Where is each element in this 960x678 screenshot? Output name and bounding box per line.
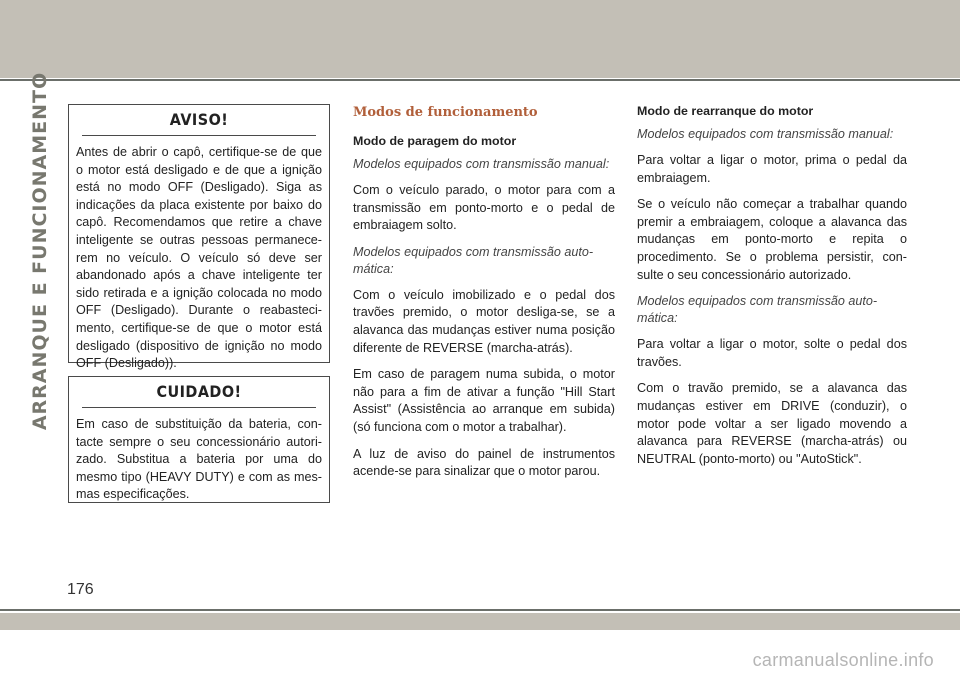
footer-rule bbox=[0, 609, 960, 611]
caution-title: CUIDADO! bbox=[82, 377, 316, 408]
hill-start-text: Em caso de paragem numa subida, o motor não para a fim de ativar a função "Hill Start Assist" (Assistência ao arranque em subida) (só funciona com o motor a trabalhar). bbox=[353, 367, 615, 434]
auto-label: Modelos equipados com transmissão auto-mática: bbox=[637, 294, 878, 326]
manual-label: Modelos equipados com transmissão manual: bbox=[353, 157, 610, 171]
stop-mode-subtitle: Modo de paragem do motor bbox=[353, 134, 517, 148]
manual-text-1: Para voltar a ligar o motor, prima o pedal da embraiagem. bbox=[637, 153, 907, 185]
warning-light-text: A luz de aviso do painel de instrumentos acende-se para sinalizar que o motor parou. bbox=[353, 446, 615, 479]
restart-mode-subtitle: Modo de rearranque do motor bbox=[637, 104, 814, 118]
auto-text-2: Com o travão premido, se a alavanca das mudanças estiver em DRIVE (conduzir), o motor pode voltar a ser ligado movendo a alavanca para REVERSE (marcha-atrás) ou NEUTRAL (ponto-morto) ou "AutoStick". bbox=[637, 381, 907, 466]
section-title: Modos de funcionamento bbox=[353, 105, 538, 120]
header-band bbox=[0, 0, 960, 78]
section-side-tab bbox=[22, 71, 58, 431]
left-column bbox=[68, 104, 330, 503]
manual-text: Com o veículo parado, o motor para com a transmissão em ponto-morto e o pedal de embraiagem solto. bbox=[353, 183, 615, 233]
right-column bbox=[637, 104, 907, 477]
warning-box bbox=[68, 104, 330, 371]
watermark-text: carmanualsonline.info bbox=[752, 650, 934, 670]
page-number: 176 bbox=[67, 581, 94, 598]
warning-text: Antes de abrir o capô, certifique-se de que o motor está desligado e de que a ignição está no modo OFF (Desligado). Siga as indicações da placa existente por baixo do capô. Recomendamos que retire a chave inteligente se outras pessoas permanece-rem no veículo. O veículo só deve ser abandonado após a chave inteligente ter sido retirada e a ignição colocada no modo OFF (Desligado). Durante o reabasteci-mento, certifique-se de que o motor está desligado (dispositivo de ignição no modo OFF (Desligado)). bbox=[76, 145, 322, 371]
manual-text-2: Se o veículo não começar a trabalhar quando premir a embraiagem, coloque a alavanca das mudanças em ponto-morto e repita o procedimento. Se o problema persistir, con-sulte o seu concessionário autorizado. bbox=[637, 197, 907, 282]
caution-box bbox=[68, 376, 330, 503]
warning-title: AVISO! bbox=[82, 105, 316, 136]
header-rule bbox=[0, 79, 960, 81]
side-tab-label: ARRANQUE E FUNCIONAMENTO bbox=[29, 71, 51, 431]
footer-band bbox=[0, 613, 960, 630]
auto-text-1: Para voltar a ligar o motor, solte o pedal dos travões. bbox=[637, 337, 907, 369]
manual-label: Modelos equipados com transmissão manual: bbox=[637, 127, 894, 141]
caution-text: Em caso de substituição da bateria, con-tacte sempre o seu concessionário autori-zado. Substitua a bateria por uma do mesmo tipo (HEAVY DUTY) e com as mes-mas especificações. bbox=[76, 417, 322, 502]
auto-label: Modelos equipados com transmissão auto-mática: bbox=[353, 244, 594, 276]
auto-text: Com o veículo imobilizado e o pedal dos travões premido, o motor desliga-se, se a alavanca das mudanças estiver numa posição diferente de REVERSE (marcha-atrás). bbox=[353, 287, 615, 355]
middle-column bbox=[353, 104, 615, 490]
